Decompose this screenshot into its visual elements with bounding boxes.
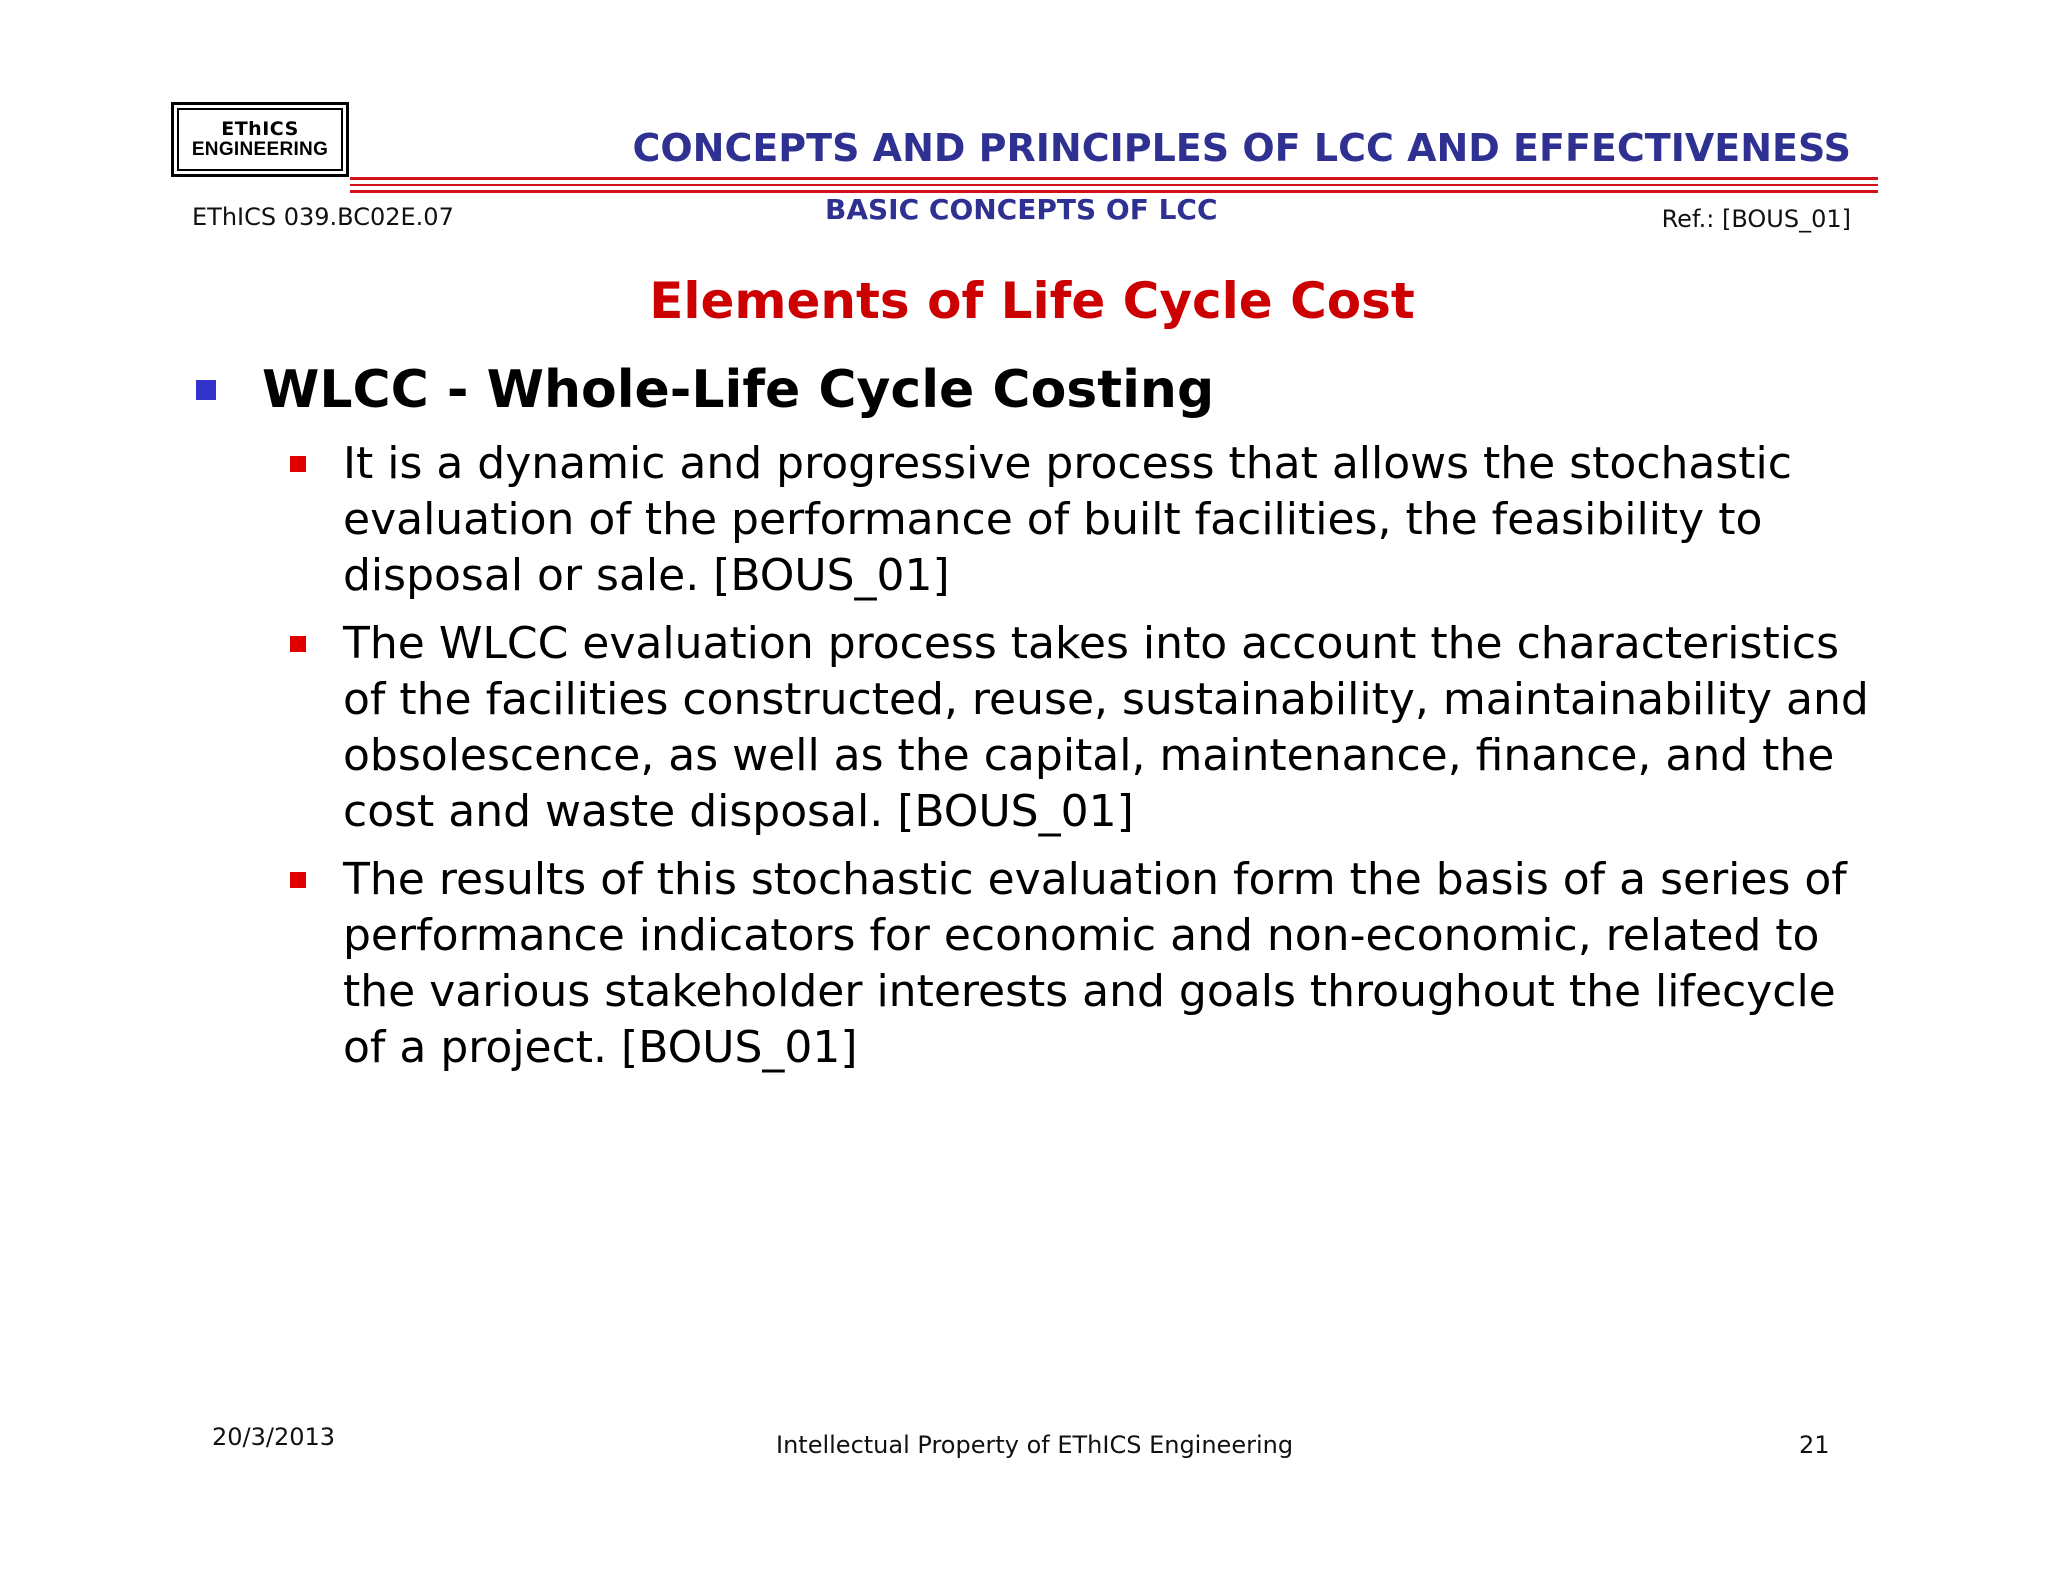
sub-bullet-text: The WLCC evaluation process takes into account the characteristics of the facilities constructed, reuse, sustainability, maintainability and obsolescence, as well as the capital, maintenance, finance, and the cost and waste disposal. [BOUS_01] xyxy=(343,618,1869,837)
sub-bullet-text: It is a dynamic and progressive process that allows the stochastic evaluation of the performance of built facilities, the feasibility to disposal or sale. [BOUS_01] xyxy=(343,438,1792,601)
sub-bullet-item xyxy=(290,436,1890,604)
sub-bullet-item xyxy=(290,852,1890,1076)
section-subtitle: BASIC CONCEPTS OF LCC xyxy=(825,193,1218,226)
header-title: CONCEPTS AND PRINCIPLES OF LCC AND EFFECTIVENESS xyxy=(632,126,1851,170)
red-square-bullet-icon xyxy=(290,872,306,888)
reference-label: Ref.: [BOUS_01] xyxy=(1661,205,1851,233)
footer-copyright: Intellectual Property of EThICS Engineering xyxy=(776,1431,1294,1459)
logo-text-ethics: EThICS xyxy=(221,117,299,140)
document-code: EThICS 039.BC02E.07 xyxy=(192,203,454,231)
red-square-bullet-icon xyxy=(290,636,306,652)
logo-inner-frame xyxy=(177,108,343,171)
ethics-engineering-logo xyxy=(171,102,349,177)
sub-bullet-list xyxy=(290,436,1890,1088)
main-bullet-heading: WLCC - Whole-Life Cycle Costing xyxy=(262,360,1215,420)
red-square-bullet-icon xyxy=(290,456,306,472)
footer-date: 20/3/2013 xyxy=(212,1423,336,1451)
page-number: 21 xyxy=(1799,1431,1830,1459)
slide-title-text: Elements of Life Cycle Cost xyxy=(649,272,1415,330)
header-rule-middle xyxy=(350,184,1878,186)
main-bullet xyxy=(196,360,1214,420)
header-rule-top xyxy=(350,177,1878,180)
blue-square-bullet-icon xyxy=(196,380,216,400)
sub-bullet-text: The results of this stochastic evaluation form the basis of a series of performance indicators for economic and non-economic, related to the various stakeholder interests and goals throughout the lifecycle of a project. [BOUS_01] xyxy=(343,854,1847,1073)
sub-bullet-item xyxy=(290,616,1890,840)
slide-title xyxy=(0,272,2048,330)
logo-text-engineering: ENGINEERING xyxy=(191,138,329,160)
